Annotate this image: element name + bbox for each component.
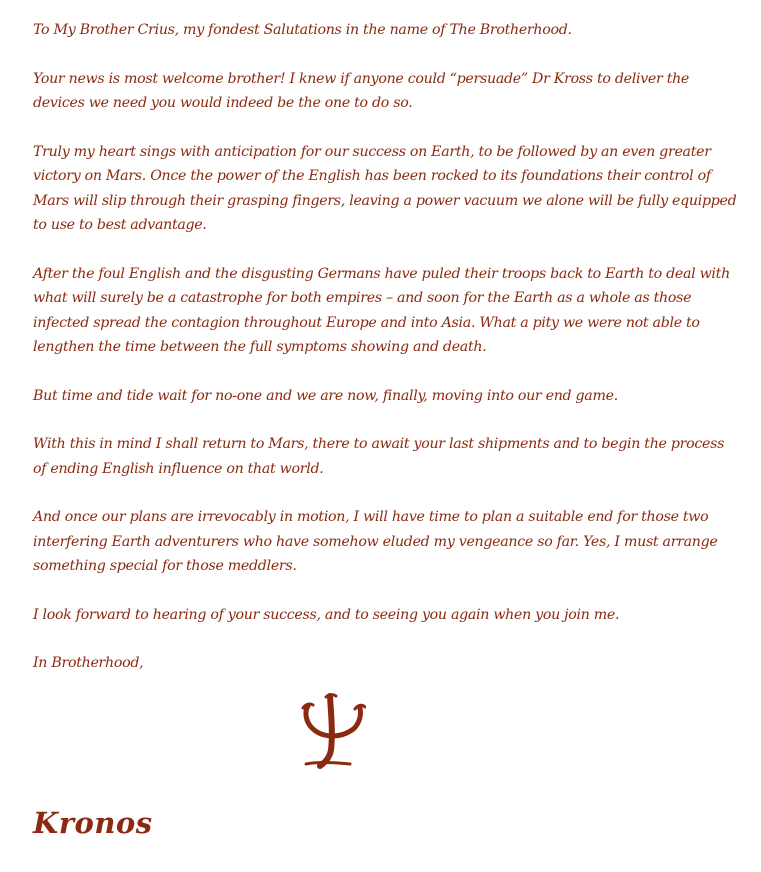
letter-paragraph: I look forward to hearing of your success, and to seeing you again when you join me.	[33, 606, 620, 623]
letter-greeting: To My Brother Crius, my fondest Salutations in the name of The Brotherhood.	[33, 22, 572, 38]
letter-paragraph: Your news is most welcome brother! I knew if anyone could “persuade” Dr Kross to deliver the devices we need you would indeed be the one to do so.	[33, 70, 690, 111]
letter-closing: In Brotherhood,	[33, 655, 144, 671]
letter-body	[33, 18, 738, 700]
letter-paragraph: After the foul English and the disgusting Germans have puled their troops back to Earth to deal with what will surely be a catastrophe for both empires – and soon for the Earth as a whole as those infected spread the contagion throughout Europe and into Asia. What a pity we were not able to lengthen the time between the full symptoms showing and death.	[33, 265, 730, 355]
signature-name: Kronos	[33, 806, 153, 840]
letter-paragraph: But time and tide wait for no-one and we are now, finally, moving into our end game.	[33, 387, 618, 404]
letter-paragraph: Truly my heart sings with anticipation for our success on Earth, to be followed by an even greater victory on Mars. Once the power of the English has been rocked to its foundations their control of Mars will slip through their grasping fingers, leaving a power vacuum we alone will be fully equipped to use to best advantage.	[33, 143, 737, 233]
letter-paragraph: And once our plans are irrevocably in motion, I will have time to plan a suitable end for those two interfering Earth adventurers who have somehow eluded my vengeance so far. Yes, I must arrange something special for those meddlers.	[33, 509, 718, 574]
psi-signature-mark	[300, 692, 366, 772]
letter-paragraph: With this in mind I shall return to Mars, there to await your last shipments and to begin the process of ending English influence on that world.	[33, 436, 725, 477]
